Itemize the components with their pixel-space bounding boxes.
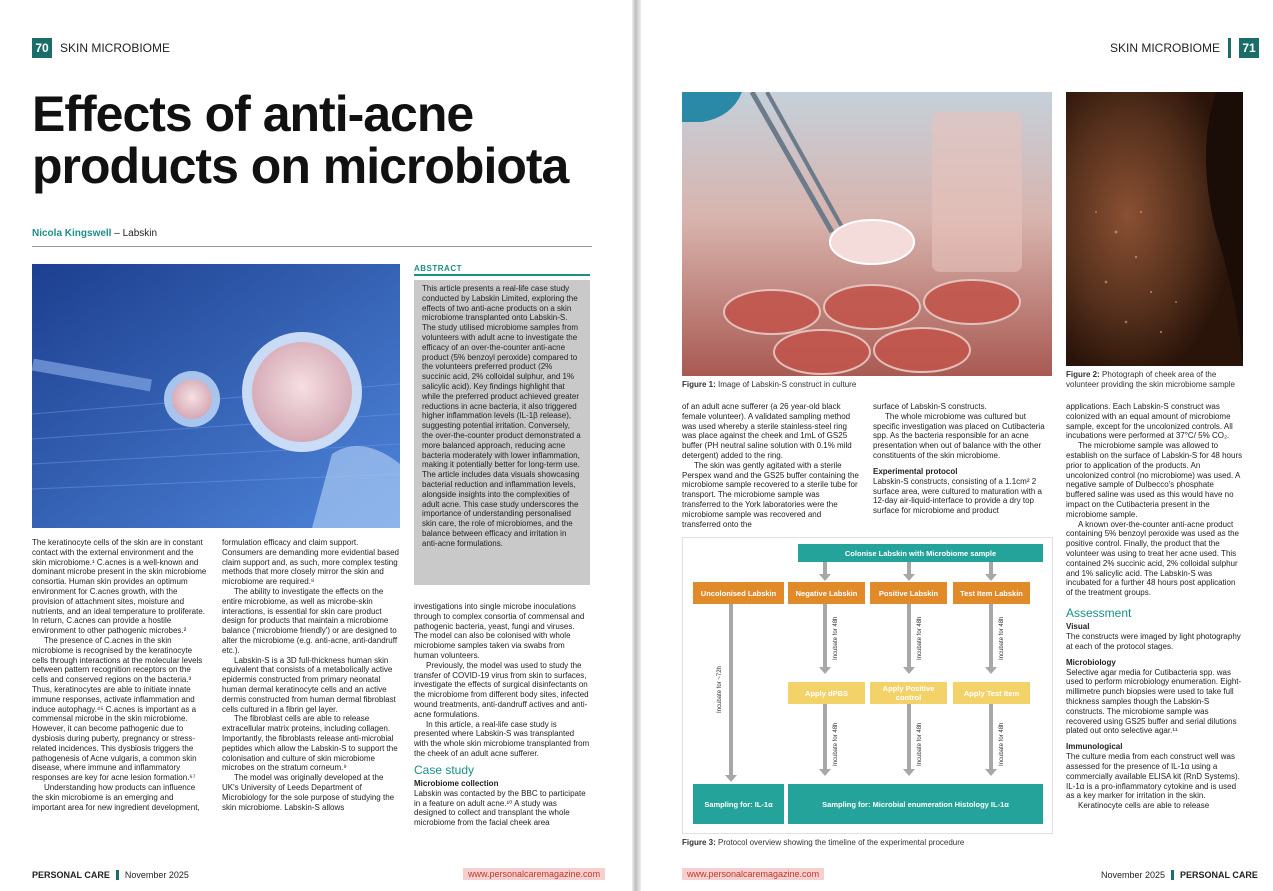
body-paragraph: formulation efficacy and claim support. Consumers are demanding more evidential based claim support and, as such, more complex testing methods that more closely mirror the skin and microbiome are required.⁸ <box>222 538 399 587</box>
sampling-left-step: Sampling for: IL-1α <box>693 784 784 824</box>
body-paragraph: The keratinocyte cells of the skin are in constant contact with the external environment and the skin microbiome.¹ C.acnes is a well-known and dominant microbe present in the skin microbiome consortia. Human skin provides an optimum environment for C.acnes growth, with the provision of attachment sites, moisture and nutrients, and an ideal temperature to proliferate. In return, C.acnes can provide a hostile environment to other pathogenic microbes.² <box>32 538 207 636</box>
body-paragraph: The model was originally developed at the UK's University of Leeds Department of Microbiology for the sole purpose of studying the skin microbiome. Labskin-S allows <box>222 773 395 812</box>
body-paragraph: Labskin-S is a 3D full-thickness human skin equivalent that consists of a metabolically active epidermis constructed from primary neonatal human dermal keratinocyte cells and an active dermis constructed from human dermal fibroblast cells cultured in a fibrin gel layer. <box>222 655 396 714</box>
flow-arrow <box>823 704 827 770</box>
body-column-2 <box>222 538 400 812</box>
experimental-protocol-heading: Experimental protocol <box>873 466 958 476</box>
body-paragraph: The skin was gently agitated with a sterile Perspex wand and the GS25 buffer containing the microbiome sample recovered to a sterile tube for transport. The microbiome sample was transferred to the York laboratories were the microbiome sample was recovered and transferred onto the <box>682 460 859 529</box>
section-label: SKIN MICROBIOME <box>1110 41 1221 55</box>
body-column-1 <box>682 402 860 529</box>
figure-label: Figure 3: <box>682 838 716 847</box>
labskin-construct-photo <box>32 264 400 528</box>
body-paragraph: investigations into single microbe inoculations through to complex consortia of commensal and pathogenic bacteria, yeast, fungi and viruses. The model can also be colonised with whole microbiome samples taken via swabs from human volunteers. <box>414 602 585 660</box>
flow-arrow <box>989 604 993 668</box>
abstract-text: This article presents a real-life case study conducted by Labskin Limited, exploring the effects of two anti-acne products on a skin microbiome transplanted onto Labskin-S. The study utilised microbiome samples from volunteers with adult acne to investigate the efficacy of an over-the-counter anti-acne product (5% benzoyl peroxide) compared to the volunteers preferred product (2% succinic acid, 2% colloidal sulphur, and 1% salicylic acid). Key findings highlight that while the preferred product achieved greater reductions in acne bacteria, it also triggered higher inflammation levels (IL-1β release), suggesting potential irritation. Conversely, the over-the-counter product demonstrated a more balanced approach, reducing acne bacteria moderately with lower inflammation, making it potentially better for long-term use. The article includes data visuals showcasing bacterial reduction and inflammation levels, alongside insights into the complexities of adult acne. This case study underscores the importance of understanding personalised skin care, the role of microbiomes, and the balance between efficacy and irritation in anti-acne formulations. <box>422 284 581 548</box>
author-affiliation: – Labskin <box>111 228 158 239</box>
page-number: 71 <box>1239 38 1259 58</box>
incubate-72-label: Incubate for ~72h <box>717 666 723 713</box>
abstract-divider <box>414 274 590 276</box>
colonise-step: Colonise Labskin with Microbiome sample <box>798 544 1043 562</box>
left-folio <box>32 38 170 58</box>
body-paragraph: The ability to investigate the effects on the entire microbiome, as well as microbe-skin interactions, is essential for skin care product design for products that maintain a microbiome balance ('microbiome friendly') or are designed to alter the microbiome (e.g. anti-acne, anti-dandruff etc.). <box>222 586 398 655</box>
left-footer <box>32 870 189 880</box>
test-item-step: Test Item Labskin <box>953 582 1030 604</box>
figure-3-caption <box>682 838 1053 848</box>
apply-test-step: Apply Test Item <box>953 682 1030 704</box>
flow-arrow <box>729 604 733 776</box>
assessment-heading: Assessment <box>1066 605 1132 620</box>
folio-separator <box>1228 38 1231 58</box>
page-gutter <box>632 0 641 891</box>
microbiology-heading: Microbiology <box>1066 657 1116 667</box>
body-paragraph: The presence of C.acnes in the skin microbiome is recognised by the keratinocyte cells through interactions at the molecular levels between pattern recognition receptors on the cells and conserved regions on the bacteria.³ Thus, keratinocytes are able to initiate innate immune responses, activate inflammation and induce autophagy.⁴⁵ C.acnes is important as a commensal microbe in the skin microbiome. However, it can become pathogenic due to dysbiosis during puberty, pregnancy or stress-related incidences. This dysbiosis triggers the pathogenesis of Acne vulgaris, a common skin disease, where immune and inflammatory responses are key for acne lesion formation.⁶⁷ <box>32 635 203 783</box>
culture-plate-illustration <box>682 92 1052 376</box>
body-paragraph: Previously, the model was used to study the transfer of COVID-19 virus from skin to surfaces, investigate the effects of surgical disinfectants on the microbiome from different body sites, infected wound treatments, anti-dandruff actives and anti-acne formulations. <box>414 660 589 719</box>
incubate-48-label: Incubate for 48h <box>999 722 1005 766</box>
incubate-48-label: Incubate for 48h <box>833 722 839 766</box>
right-footer <box>1101 870 1258 880</box>
body-paragraph: applications. Each Labskin-S construct was colonized with an equal amount of microbiome sample, except for the uncolonized controls. All incubations were performed at 37°C/ 5% CO₂. <box>1066 402 1233 441</box>
article-headline: Effects of anti-acne products on microbiota <box>32 86 569 194</box>
figure-label: Figure 1: <box>682 380 716 389</box>
abstract-box <box>414 280 590 585</box>
positive-step: Positive Labskin <box>870 582 947 604</box>
incubate-48-label: Incubate for 48h <box>917 722 923 766</box>
body-paragraph: Labskin was contacted by the BBC to participate in a feature on adult acne.¹⁰ A study was designed to collect and transplant the whole microbiome from the facial cheek area <box>414 788 586 828</box>
figure-2-caption <box>1066 370 1246 390</box>
body-paragraph: Keratinocyte cells are able to release <box>1078 801 1210 811</box>
flow-arrow <box>907 704 911 770</box>
footer-separator <box>1171 870 1174 880</box>
case-study-heading: Case study <box>414 762 475 777</box>
body-paragraph: of an adult acne sufferer (a 26 year-old black female volunteer). A validated sampling method was used whereby a sterile stainless-steel ring was place against the cheek and 1mL of GS25 buffer (PH neutral saline solution with 0.1% mild detergent) added to the ring. <box>682 402 852 460</box>
body-column-2 <box>873 402 1053 516</box>
protocol-diagram <box>682 537 1053 834</box>
body-column-3 <box>1066 402 1244 811</box>
labskin-construct-illustration <box>32 264 400 528</box>
body-column-1 <box>32 538 208 812</box>
section-label: SKIN MICROBIOME <box>60 41 171 55</box>
negative-step: Negative Labskin <box>788 582 865 604</box>
magazine-name: PERSONAL CARE <box>1180 870 1258 880</box>
sampling-right-step: Sampling for: Microbial enumeration Histology IL-1α <box>788 784 1043 824</box>
page-number: 70 <box>32 38 52 58</box>
byline-divider <box>32 246 592 247</box>
apply-dpbs-step: Apply dPBS <box>788 682 865 704</box>
flow-arrow <box>823 562 827 575</box>
right-folio <box>1110 38 1259 58</box>
body-paragraph: Understanding how products can influence the skin microbiome is an emerging and important area for new ingredient development, <box>32 782 200 812</box>
apply-positive-step: Apply Positive control <box>870 682 947 704</box>
body-paragraph: The culture media from each construct well was assessed for the presence of IL-1α using a commercially available ELISA kit (RnD Systems). IL-1α is a pro-inflammatory cytokine and is used as a key marker for irritation in the skin. <box>1066 752 1240 801</box>
magazine-url-link[interactable]: www.personalcaremagazine.com <box>682 868 824 880</box>
culture-plate-photo <box>682 92 1052 376</box>
body-column-3 <box>414 602 590 828</box>
left-page <box>0 0 632 891</box>
body-paragraph: surface of Labskin-S constructs. <box>873 402 987 411</box>
flow-arrow <box>989 562 993 575</box>
caption-text: Protocol overview showing the timeline of the experimental procedure <box>715 838 965 847</box>
magazine-url-link[interactable]: www.personalcaremagazine.com <box>463 868 605 880</box>
cheek-illustration <box>1066 92 1243 366</box>
caption-text: Photograph of cheek area of the volunteer providing the skin microbiome sample <box>1066 370 1235 389</box>
incubate-48-label: Incubate for 48h <box>999 616 1005 660</box>
body-paragraph: Selective agar media for Cutibacteria spp. was used to perform microbiology enumeration. Eight-millimetre punch biopsies were used to take full thickness samples though the Labskin-S constructs. The microbiome sample was recovered using GS25 buffer and serial dilutions plated out onto selective agar.¹¹ <box>1066 667 1242 736</box>
flow-arrow <box>989 704 993 770</box>
issue-date: November 2025 <box>1101 870 1166 880</box>
cheek-photo <box>1066 92 1243 366</box>
body-paragraph: Labskin-S constructs, consisting of a 1.1cm² 2 surface area, were cultured to maturation with a 12-day air-liquid-interface to provide a dry top surface for microbiome and product <box>873 476 1042 516</box>
byline <box>32 228 157 239</box>
figure-1-caption <box>682 380 1052 390</box>
body-paragraph: The whole microbiome was cultured but specific investigation was placed on Cutibacteria spp. As the bacteria responsible for an acne presentation when out of balance with the other constituents of the skin microbiome. <box>873 411 1045 460</box>
flow-arrow <box>907 604 911 668</box>
author-name: Nicola Kingswell <box>32 228 112 239</box>
right-page <box>641 0 1273 891</box>
flow-arrow <box>907 562 911 575</box>
visual-heading: Visual <box>1066 621 1090 631</box>
footer-separator <box>116 870 119 880</box>
body-paragraph: The fibroblast cells are able to release extracellular matrix proteins, including collagen. Importantly, the fibroblasts release anti-microbial peptides which allow the Labskin-S to support the colonisation and culture of skin microbiome microbes on the stratum corneum.⁹ <box>222 714 398 773</box>
flow-arrow <box>823 604 827 668</box>
body-paragraph: The constructs were imaged by light photography at each of the protocol stages. <box>1066 631 1241 651</box>
body-paragraph: In this article, a real-life case study is presented where Labskin-S was transplanted with the whole skin microbiome transplanted from the cheek of an adult acne sufferer. <box>414 719 590 758</box>
microbiome-collection-heading: Microbiome collection <box>414 778 499 788</box>
caption-text: Image of Labskin-S construct in culture <box>715 380 857 389</box>
abstract-label: ABSTRACT <box>414 264 462 273</box>
issue-date: November 2025 <box>124 870 189 880</box>
body-paragraph: The microbiome sample was allowed to establish on the surface of Labskin-S for 48 hours prior to application of the products. An uncolonized control (no microbiome) was used. A negative sample of Dulbecco's phosphate buffered saline was used as this would have no impact on the Cutibacteria present in the microbiome sample. <box>1066 441 1243 519</box>
uncolonised-step: Uncolonised Labskin <box>693 582 784 604</box>
incubate-48-label: Incubate for 48h <box>917 616 923 660</box>
body-paragraph: A known over-the-counter anti-acne product containing 5% benzoyl peroxide was used as the positive control. Finally, the product that the volunteer was using to treat her acne used. This contained 2% succinic acid, 2% colloidal sulphur and 1% salicylic acid. The Labskin-S was incubated for a further 48 hours post application of the treatment groups. <box>1066 519 1239 598</box>
magazine-name: PERSONAL CARE <box>32 870 110 880</box>
figure-label: Figure 2: <box>1066 370 1100 379</box>
immunological-heading: Immunological <box>1066 742 1123 752</box>
incubate-48-label: Incubate for 48h <box>833 616 839 660</box>
